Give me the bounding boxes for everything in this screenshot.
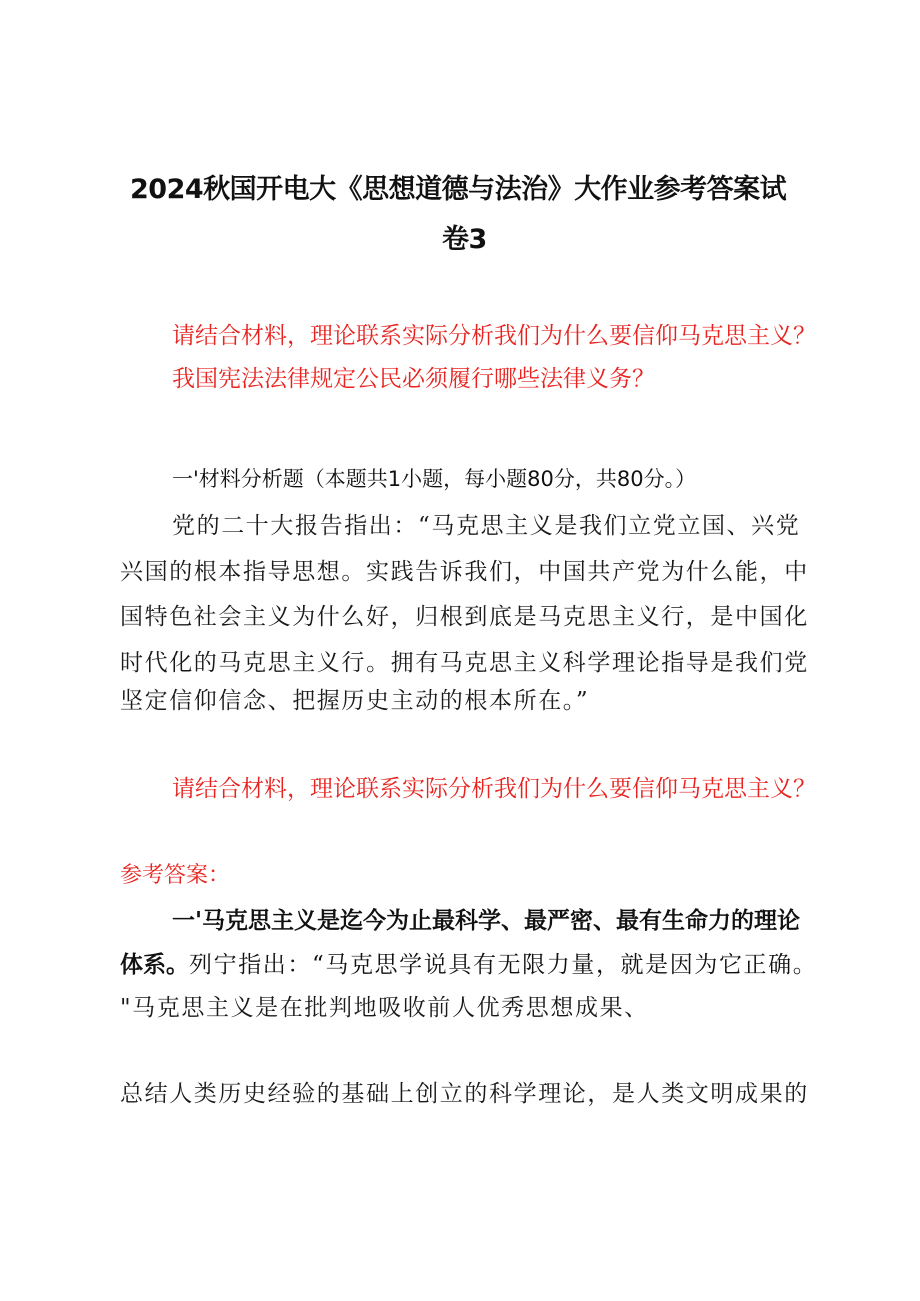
material-line: 坚定信仰信念、把握历史主动的根本所在。”	[120, 688, 590, 714]
material-line: 时代化的马克思主义行。拥有马克思主义科学理论指导是我们党	[120, 650, 809, 676]
material-line: 兴国的根本指导思想。实践告诉我们，中国共产党为什么能，中	[120, 559, 809, 585]
material-line: 党的二十大报告指出：“马克思主义是我们立党立国、兴党	[172, 513, 801, 539]
answer-quote: 列宁指出：“马克思学说具有无限力量，就是因为它正确。	[189, 952, 818, 978]
prompt-line-1: 请结合材料，理论联系实际分析我们为什么要信仰马克思主义？	[172, 323, 816, 349]
question-text: 请结合材料，理论联系实际分析我们为什么要信仰马克思主义？	[172, 776, 816, 802]
prompt-line-2: 我国宪法法律规定公民必须履行哪些法律义务？	[172, 366, 655, 392]
answer-label: 参考答案：	[120, 863, 231, 888]
answer-line: 一'马克思主义是迄今为止最科学、最严密、最有生命力的理论	[172, 908, 801, 934]
answer-line: 总结人类历史经验的基础上创立的科学理论，是人类文明成果的	[120, 1081, 809, 1107]
answer-line: "马克思主义是在批判地吸收前人优秀思想成果、	[120, 995, 649, 1021]
section-heading: 一'材料分析题（本题共1小题，每小题80分，共80分。）	[172, 467, 697, 491]
answer-bold-lead: 体系。	[120, 952, 189, 978]
document-title-line-2: 卷3	[442, 224, 487, 255]
document-title-line-1: 2024秋国开电大《思想道德与法治》大作业参考答案试	[130, 174, 787, 205]
material-line: 国特色社会主义为什么好，归根到底是马克思主义行，是中国化	[120, 604, 809, 630]
answer-line	[120, 954, 817, 977]
